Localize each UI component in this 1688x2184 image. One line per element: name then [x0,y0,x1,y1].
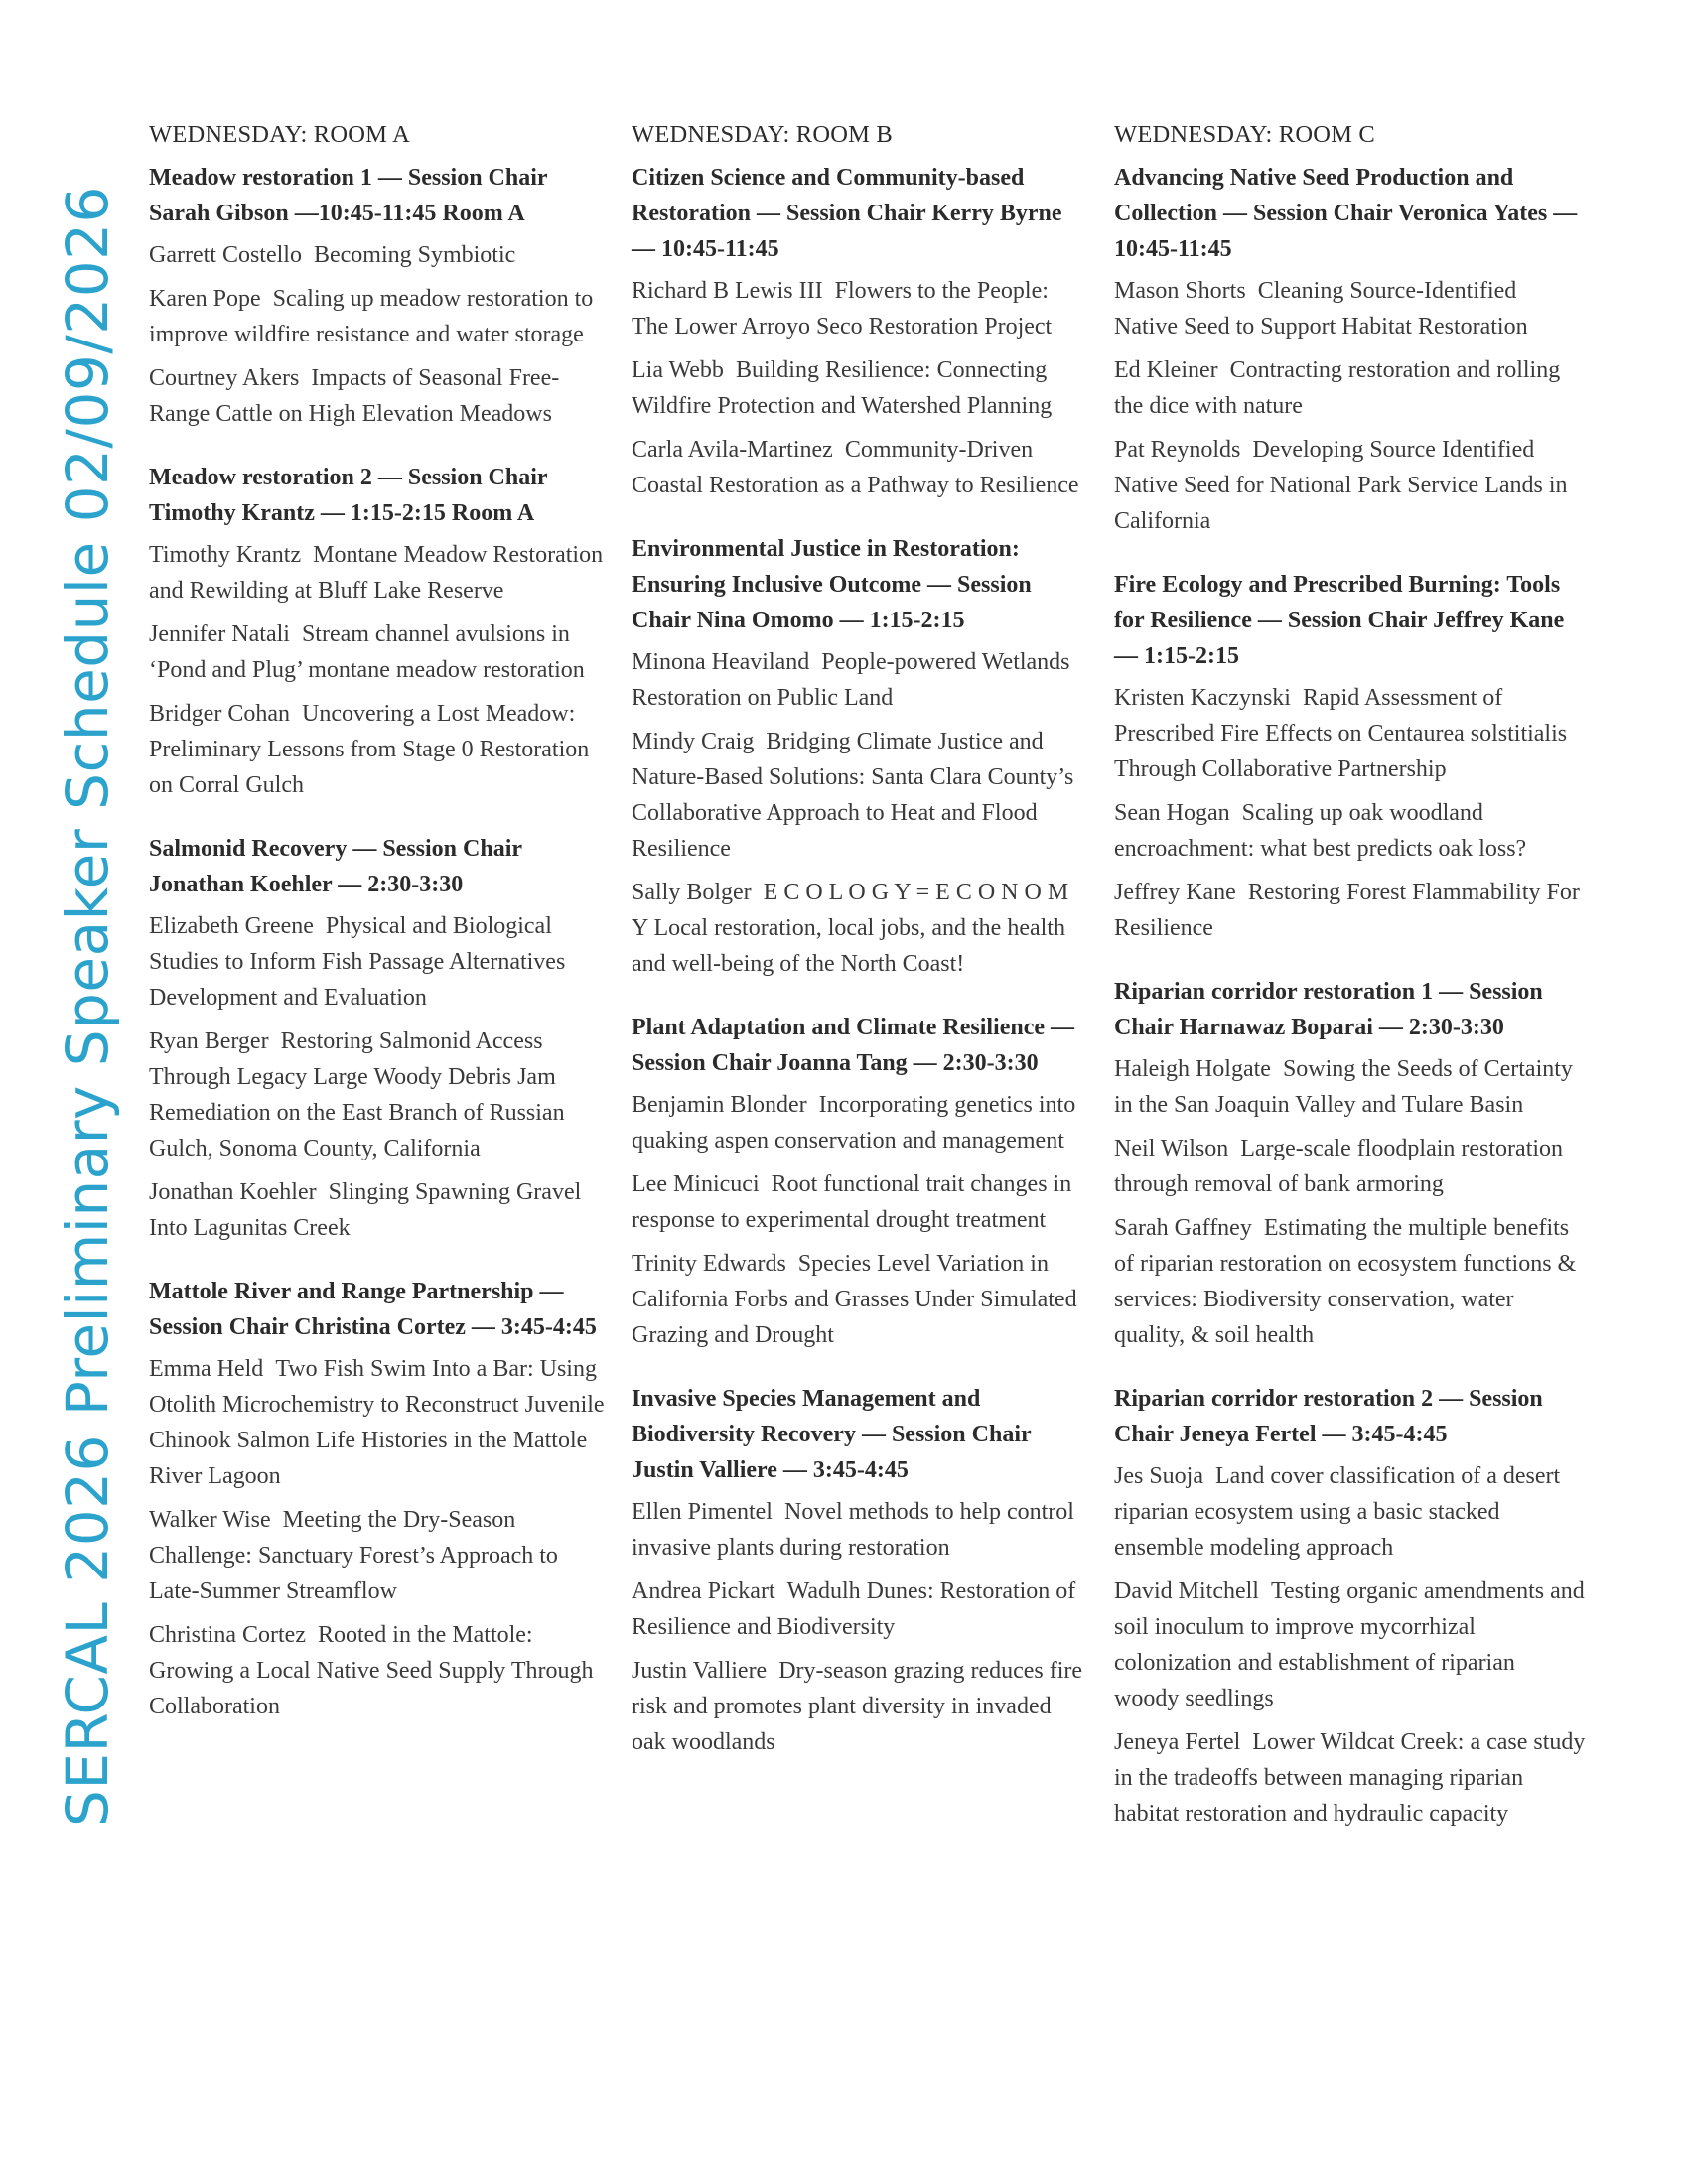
talk-title: Restoring Forest Flammability For Resilience [1114,880,1580,941]
session-title: Riparian corridor restoration 1 — Session Chair Harnawaz Boparai — 2:30-3:30 [1114,979,1543,1040]
talk-title: Building Resilience: Connecting Wildfire Protection and Watershed Planning [632,357,1053,419]
talk-title: People-powered Wetlands Restoration on Public Land [632,649,1070,711]
session-title: Fire Ecology and Prescribed Burning: Tools for Resilience — Session Chair Jeffrey Kane — 1:15-2:15 [1114,572,1565,669]
talk [1114,273,1586,344]
session [632,531,1088,982]
talk [632,1653,1088,1760]
talk-title: Lower Wildcat Creek: a case study in the tradeoffs between managing riparian habitat restoration and hydraulic capacity [1114,1729,1586,1827]
speaker-name: Jes Suoja [1114,1463,1203,1489]
session-title: Invasive Species Management and Biodiversity Recovery — Session Chair Justin Valliere — 3:45-4:45 [632,1386,1032,1483]
speaker-name: Ed Kleiner [1114,357,1218,383]
speaker-name: Ellen Pimentel [632,1499,773,1525]
talk [1114,875,1586,946]
talk-title: Species Level Variation in California Forbs and Grasses Under Simulated Grazing and Drought [632,1251,1077,1348]
speaker-name: Mindy Craig [632,729,755,754]
session-title: Riparian corridor restoration 2 — Session Chair Jeneya Fertel — 3:45-4:45 [1114,1386,1543,1447]
talk-title: Root functional trait changes in response to experimental drought treatment [632,1171,1072,1233]
talk [149,237,606,273]
speaker-name: Jeffrey Kane [1114,880,1236,905]
speaker-name: Jennifer Natali [149,621,290,647]
talk [632,352,1088,424]
talk-title: Two Fish Swim Into a Bar: Using Otolith Microchemistry to Reconstruct Juvenile Chinook Salmon Life Histories in the Mattole River Lagoon [149,1356,605,1489]
talk-title: Rooted in the Mattole: Growing a Local Native Seed Supply Through Collaboration [149,1622,594,1719]
session-title: Advancing Native Seed Production and Collection — Session Chair Veronica Yates — 10:45-11:45 [1114,165,1578,262]
talk [1114,1724,1586,1832]
talk-title: Scaling up meadow restoration to improve wildfire resistance and water storage [149,286,594,347]
talk [1114,1051,1586,1123]
talk-title: Cleaning Source-Identified Native Seed to Support Habitat Restoration [1114,278,1528,340]
room-heading: WEDNESDAY: ROOM B [632,121,893,148]
session [149,160,606,432]
session-title: Meadow restoration 1 — Session Chair Sarah Gibson —10:45-11:45 Room A [149,165,548,226]
speaker-name: Emma Held [149,1356,264,1382]
speaker-name: Jonathan Koehler [149,1179,317,1205]
session-title: Citizen Science and Community-based Restoration — Session Chair Kerry Byrne — 10:45-11:45 [632,165,1062,262]
session-title: Salmonid Recovery — Session Chair Jonathan Koehler — 2:30-3:30 [149,836,522,897]
talk [632,1494,1088,1566]
session [1114,1381,1586,1832]
session [149,831,606,1246]
speaker-name: Mason Shorts [1114,278,1246,304]
speaker-name: Bridger Cohan [149,701,290,727]
talk-title: Sowing the Seeds of Certainty in the San Joaquin Valley and Tulare Basin [1114,1056,1573,1118]
speaker-name: Jeneya Fertel [1114,1729,1241,1755]
talk [1114,795,1586,867]
speaker-name: Pat Reynolds [1114,437,1241,463]
session [1114,567,1586,946]
speaker-name: Andrea Pickart [632,1578,775,1604]
talk-title: Restoring Salmonid Access Through Legacy Large Woody Debris Jam Remediation on the East Branch of Russian Gulch, Sonoma County, California [149,1028,565,1161]
session [632,160,1088,503]
session [632,1010,1088,1353]
talk-title: Contracting restoration and rolling the dice with nature [1114,357,1561,419]
side-title: SERCAL 2026 Preliminary Speaker Schedule 02/09/2026 [54,186,121,1827]
talk-title: Dry-season grazing reduces fire risk and promotes plant diversity in invaded oak woodlands [632,1658,1083,1755]
talk [1114,432,1586,539]
speaker-name: Walker Wise [149,1507,271,1533]
talk [632,724,1088,867]
talk-title: Rapid Assessment of Prescribed Fire Effects on Centaurea solstitialis Through Collaborative Partnership [1114,685,1568,782]
talk [1114,680,1586,787]
talk [149,360,606,432]
talk-title: E C O L O G Y = E C O N O M Y Local restoration, local jobs, and the health and well-being of the North Coast! [632,880,1069,977]
session-title: Mattole River and Range Partnership — Session Chair Christina Cortez — 3:45-4:45 [149,1279,597,1340]
talk-title: Incorporating genetics into quaking aspen conservation and management [632,1092,1076,1154]
session-title: Environmental Justice in Restoration: Ensuring Inclusive Outcome — Session Chair Nina Omomo — 1:15-2:15 [632,536,1032,633]
speaker-name: Sally Bolger [632,880,752,905]
session [1114,160,1586,539]
talk [632,1246,1088,1353]
talk-title: Estimating the multiple benefits of riparian restoration on ecosystem functions & services: Biodiversity conservation, water quality, & soil health [1114,1215,1577,1348]
speaker-name: Minona Heaviland [632,649,810,675]
speaker-name: Justin Valliere [632,1658,768,1684]
room-c-column [1114,120,1586,1859]
talk-title: Meeting the Dry-Season Challenge: Sanctuary Forest’s Approach to Late-Summer Streamflow [149,1507,558,1604]
talk [149,1351,606,1494]
talk-title: Impacts of Seasonal Free-Range Cattle on High Elevation Meadows [149,365,560,427]
talk [632,644,1088,716]
talk-title: Bridging Climate Justice and Nature-Based Solutions: Santa Clara County’s Collaborative Approach to Heat and Flood Resilience [632,729,1074,862]
talk-title: Land cover classification of a desert riparian ecosystem using a basic stacked ensemble modeling approach [1114,1463,1561,1561]
talk [1114,352,1586,424]
talk [632,1166,1088,1238]
talk [149,1617,606,1724]
room-heading: WEDNESDAY: ROOM A [149,121,410,148]
talk [632,875,1088,982]
talk-title: Community-Driven Coastal Restoration as a Pathway to Resilience [632,437,1079,498]
room-a-column [149,120,606,1752]
speaker-name: Lia Webb [632,357,724,383]
speaker-name: Karen Pope [149,286,261,312]
talk [1114,1573,1586,1716]
talk-title: Wadulh Dunes: Restoration of Resilience and Biodiversity [632,1578,1076,1640]
session [149,460,606,803]
talk-title: Flowers to the People: The Lower Arroyo Seco Restoration Project [632,278,1053,340]
session-title: Plant Adaptation and Climate Resilience — Session Chair Joanna Tang — 2:30-3:30 [632,1015,1075,1076]
session [632,1381,1088,1760]
talk [1114,1210,1586,1353]
talk [149,908,606,1016]
talk-title: Large-scale floodplain restoration through removal of bank armoring [1114,1136,1564,1197]
talk [1114,1131,1586,1202]
speaker-name: Trinity Edwards [632,1251,786,1277]
session [1114,974,1586,1353]
talk [149,616,606,688]
talk-title: Becoming Symbiotic [313,242,516,268]
speaker-name: Garrett Costello [149,242,302,268]
talk-title: Physical and Biological Studies to Inform Fish Passage Alternatives Development and Evaluation [149,913,566,1011]
speaker-name: Neil Wilson [1114,1136,1229,1161]
speaker-name: Haleigh Holgate [1114,1056,1271,1082]
speaker-name: Timothy Krantz [149,542,302,568]
talk-title: Developing Source Identified Native Seed for National Park Service Lands in California [1114,437,1568,534]
speaker-name: David Mitchell [1114,1578,1259,1604]
talk [149,1024,606,1166]
talk-title: Stream channel avulsions in ‘Pond and Plug’ montane meadow restoration [149,621,585,683]
talk [632,432,1088,503]
talk-title: Montane Meadow Restoration and Rewilding at Bluff Lake Reserve [149,542,604,604]
talk-title: Scaling up oak woodland encroachment: what best predicts oak loss? [1114,800,1527,862]
talk [149,696,606,803]
session [149,1274,606,1724]
talk [149,537,606,609]
speaker-name: Carla Avila-Martinez [632,437,833,463]
speaker-name: Christina Cortez [149,1622,306,1648]
room-b-column [632,120,1088,1788]
talk-title: Slinging Spawning Gravel Into Lagunitas Creek [149,1179,582,1241]
speaker-name: Courtney Akers [149,365,300,391]
talk [632,1087,1088,1159]
speaker-name: Elizabeth Greene [149,913,314,939]
talk-title: Novel methods to help control invasive plants during restoration [632,1499,1074,1561]
speaker-name: Benjamin Blonder [632,1092,807,1118]
talk [632,273,1088,344]
speaker-name: Sarah Gaffney [1114,1215,1252,1241]
talk [1114,1458,1586,1566]
talk [632,1573,1088,1645]
talk-title: Testing organic amendments and soil inoculum to improve mycorrhizal colonization and establishment of riparian woody seedlings [1114,1578,1585,1711]
speaker-name: Lee Minicuci [632,1171,760,1197]
speaker-name: Sean Hogan [1114,800,1230,826]
speaker-name: Kristen Kaczynski [1114,685,1291,711]
talk [149,281,606,352]
talk [149,1502,606,1609]
speaker-name: Richard B Lewis III [632,278,823,304]
room-heading: WEDNESDAY: ROOM C [1114,121,1375,148]
speaker-name: Ryan Berger [149,1028,269,1054]
talk-title: Uncovering a Lost Meadow: Preliminary Lessons from Stage 0 Restoration on Corral Gulch [149,701,590,798]
session-title: Meadow restoration 2 — Session Chair Timothy Krantz — 1:15-2:15 Room A [149,465,548,526]
talk [149,1174,606,1246]
